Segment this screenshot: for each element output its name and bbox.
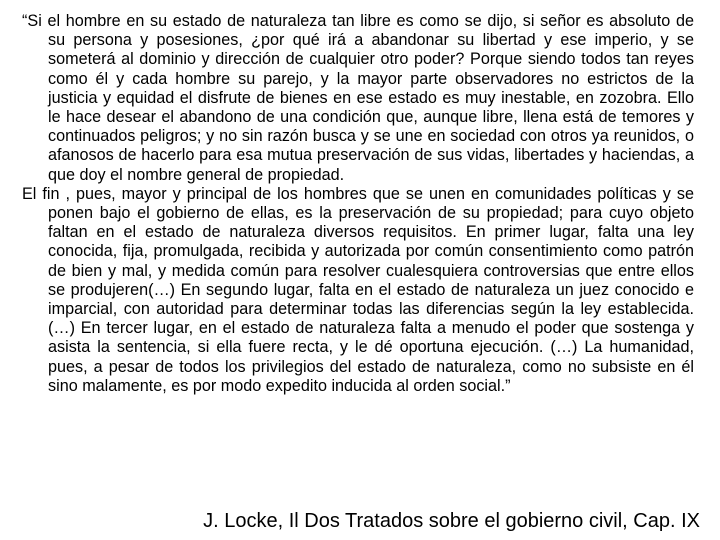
quote-paragraph-1: “Si el hombre en su estado de naturaleza tan libre es como se dijo, si señor es absoluto de su persona y posesiones, ¿por qué irá a abandonar su libertad y ese imperio, y se someterá al dominio y dirección de cualquier otro poder? Porque siendo todos tan reyes como él y cada hombre su parejo, y la mayor parte observadores no estrictos de la justicia y equidad el disfrute de bienes en ese estado es muy inestable, en zozobra. Ello le hace desear el abandono de una condición que, aunque libre, llena está de temores y continuados peligros; y no sin razón busca y se une en sociedad con otros ya reunidos, o afanosos de hacerlo para esa mutua preservación de sus vidas, libertades y haciendas, a que doy el nombre general de propiedad. (22, 12, 694, 184)
quote-paragraph-2: El fin , pues, mayor y principal de los hombres que se unen en comunidades políticas y se ponen bajo el gobierno de ellas, es la preservación de su propiedad; para cuyo objeto faltan en el estado de naturaleza diversos requisitos. En primer lugar, falta una ley conocida, fija, promulgada, recibida y autorizada por común consentimiento como patrón de bien y mal, y medida común para resolver cualesquiera controversias que entre ellos se produjeren(…) En segundo lugar, falta en el estado de naturaleza un juez conocido e imparcial, con autoridad para determinar todas las diferencias según la ley establecida. (…) En tercer lugar, en el estado de naturaleza falta a menudo el poder que sostenga y asista la sentencia, si ella fuere recta, y le dé oportuna ejecución. (…) La humanidad, pues, a pesar de todos los privilegios del estado de naturaleza, como no subsiste en él sino malamente, es por modo expedito inducida al orden social.” (22, 184, 694, 395)
citation: J. Locke, Il Dos Tratados sobre el gobierno civil, Cap. IX (203, 510, 700, 532)
quote-block (22, 12, 694, 396)
